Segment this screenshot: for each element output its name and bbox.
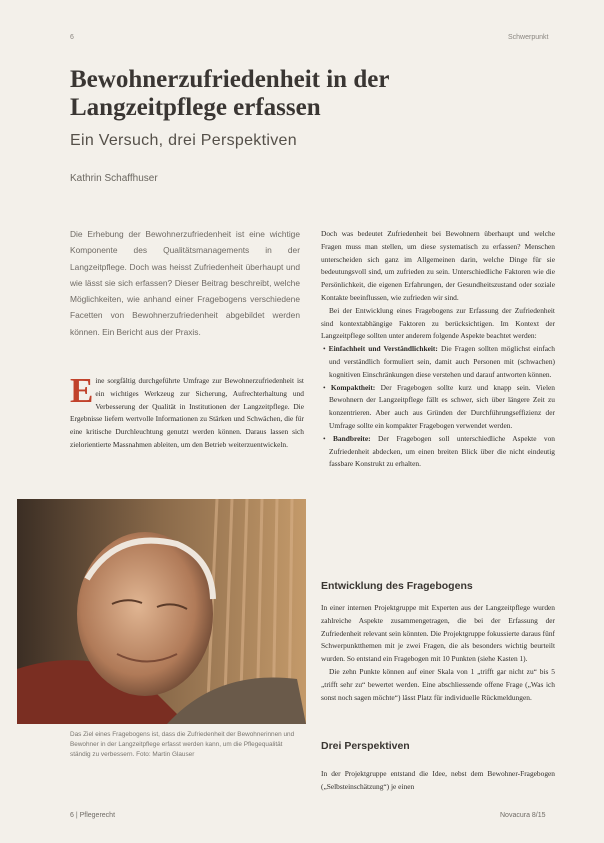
article-author: Kathrin Schaffhuser (70, 173, 158, 184)
article-subtitle: Ein Versuch, drei Perspektiven (70, 132, 297, 149)
list-item-term: Bandbreite: (332, 433, 371, 443)
list-item-term: Kompaktheit: (330, 382, 376, 392)
right-column-top (321, 228, 555, 471)
body-paragraph: In einer internen Projektgruppe mit Experten aus der Langzeitpflege wurden zahlreiche Aspekte zusammengetragen, die bei der Erfassung der Zufriedenheit relevant sein könnten. Die Projektgruppe fokussierte daraus fünf Schwerpunktthemen mit je zwei Fragen, die als besonders wichtig beurteilt wurden. So entstand ein Fragebogen mit 10 Punkten (siehe Kasten 1). (321, 603, 555, 664)
footer-left: 6 | Pflegerecht (70, 812, 116, 819)
section-development (321, 580, 555, 704)
section-heading: Drei Perspektiven (321, 740, 410, 752)
list-item: • Kompaktheit: Der Fragebogen sollte kurz und knapp sein. Vielen Bewohnern der Langzeitpflege fällt es schwer, sich über längere Zeit zu konzentrieren. Aber auch aus Gründen der Durchführungseffizienz der Umfrage sollte ein kompakter Fragebogen verwendet werden. (323, 382, 555, 430)
footer-right: Novacura 8/15 (500, 812, 546, 819)
list-item-text: Die Fragen sollten möglichst einfach und verständlich formuliert sein, damit auch Personen mit (schwachen) kognitiven Einschränkungen diese verstehen und darauf antworten können. (329, 344, 555, 379)
list-item: • Einfachheit und Verständlichkeit: Die Fragen sollten möglichst einfach und verständlich formuliert sein, damit auch Personen mit (schwachen) kognitiven Einschränkungen diese verstehen und darauf antworten können. (323, 344, 555, 379)
list-item-text: Der Fragebogen soll unterschiedliche Aspekte von Zufriedenheit abdecken, um einen breiten Blick über die nicht eindeutig fassbare Konstrukt zu erhalten. (329, 433, 555, 469)
intro-paragraph (70, 371, 304, 452)
list-item-term: Einfachheit und Verständlichkeit: (328, 344, 438, 354)
page-number: 6 (70, 34, 74, 41)
body-paragraph: Bei der Entwicklung eines Fragebogens zur Erfassung der Zufriedenheit sind kontextabhängige Faktoren zu berücksichtigen. Im Kontext der Langzeitpflege sollten unter anderem folgende Aspekte beachtet werden: (321, 305, 555, 341)
list-item: • Bandbreite: Der Fragebogen soll unterschiedliche Aspekte von Zufriedenheit abdecken, um einen breiten Blick über die nicht eindeutig fassbare Konstrukt zu erhalten. (323, 433, 555, 469)
body-paragraph: In der Projektgruppe entstand die Idee, nebst dem Bewohner-Fragebogen („Selbsteinschätzung“) je einen (321, 769, 555, 791)
list-item-text: Der Fragebogen sollte kurz und knapp sein. Vielen Bewohnern der Langzeitpflege fällt es schwer, sich über längere Zeit zu konzentrieren. Aber auch aus Gründen der Durchführungseffizienz der Umfrage sollte ein kompakter Fragebogen verwendet werden. (329, 382, 555, 430)
drop-cap: E (70, 371, 94, 410)
photo-caption: Das Ziel eines Fragebogens ist, dass die Zufriedenheit der Bewohnerinnen und Bewohner in der Langzeitpflege erfasst werden kann, um die Pflegequalität ständig zu verbessern. Foto: Martin Glauser (70, 731, 295, 759)
article-title: Bewohnerzufriedenheit in der Langzeitpflege erfassen (70, 66, 389, 121)
body-paragraph: Doch was bedeutet Zufriedenheit bei Bewohnern überhaupt und welche Fragen muss man stellen, um diese systematisch zu erfassen? Menschen unterscheiden sich ganz im Allgemeinen darin, welche Dinge für sie bedeutungsvoll sind, um zufrieden zu sein. Unterschiedliche Faktoren wie die Persönlichkeit, die eigenen Erfahrungen, der Gesundheitszustand oder soziale Kontakte beeinflussen, wie zufrieden wir sind. (321, 229, 555, 302)
section-heading: Entwicklung des Fragebogens (321, 580, 473, 592)
section-label: Schwerpunkt (508, 34, 549, 41)
body-paragraph: Die zehn Punkte können auf einer Skala von 1 „trifft gar nicht zu“ bis 5 „trifft sehr zu“ bewertet werden. Eine abschliessende offene Frage („Was ich sonst noch sagen möchte“) lässt Platz für individuelle Rückmeldungen. (321, 666, 555, 702)
criteria-list (321, 343, 555, 471)
article-photo (17, 499, 306, 724)
elderly-man-photo (17, 499, 306, 724)
article-lead: Die Erhebung der Bewohnerzufriedenheit ist eine wichtige Komponente des Qualitätsmanagements in der Langzeitpflege. Doch was heisst Zufriedenheit überhaupt und wie lässt sie sich erfassen? Dieser Beitrag beschreibt, welche Möglichkeiten, wie anhand einer Fragebogens verschiedene Facetten von Bewohnerzufriedenheit abgebildet werden können. Ein Bericht aus der Praxis. (70, 229, 300, 337)
intro-text: ine sorgfältig durchgeführte Umfrage zur Bewohnerzufriedenheit ist ein wichtiges Werkzeug zur Sicherung, Aufrechterhaltung und Verbesserung der Qualität in Institutionen der Langzeitpflege. Die Ergebnisse liefern wertvolle Informationen zu Stärken und Schwächen, die für eine kritische Durchleuchtung genutzt werden können. Daraus lassen sich zielorientierte Massnahmen ableiten, um den Betrieb weiterzuentwickeln. (70, 376, 304, 449)
